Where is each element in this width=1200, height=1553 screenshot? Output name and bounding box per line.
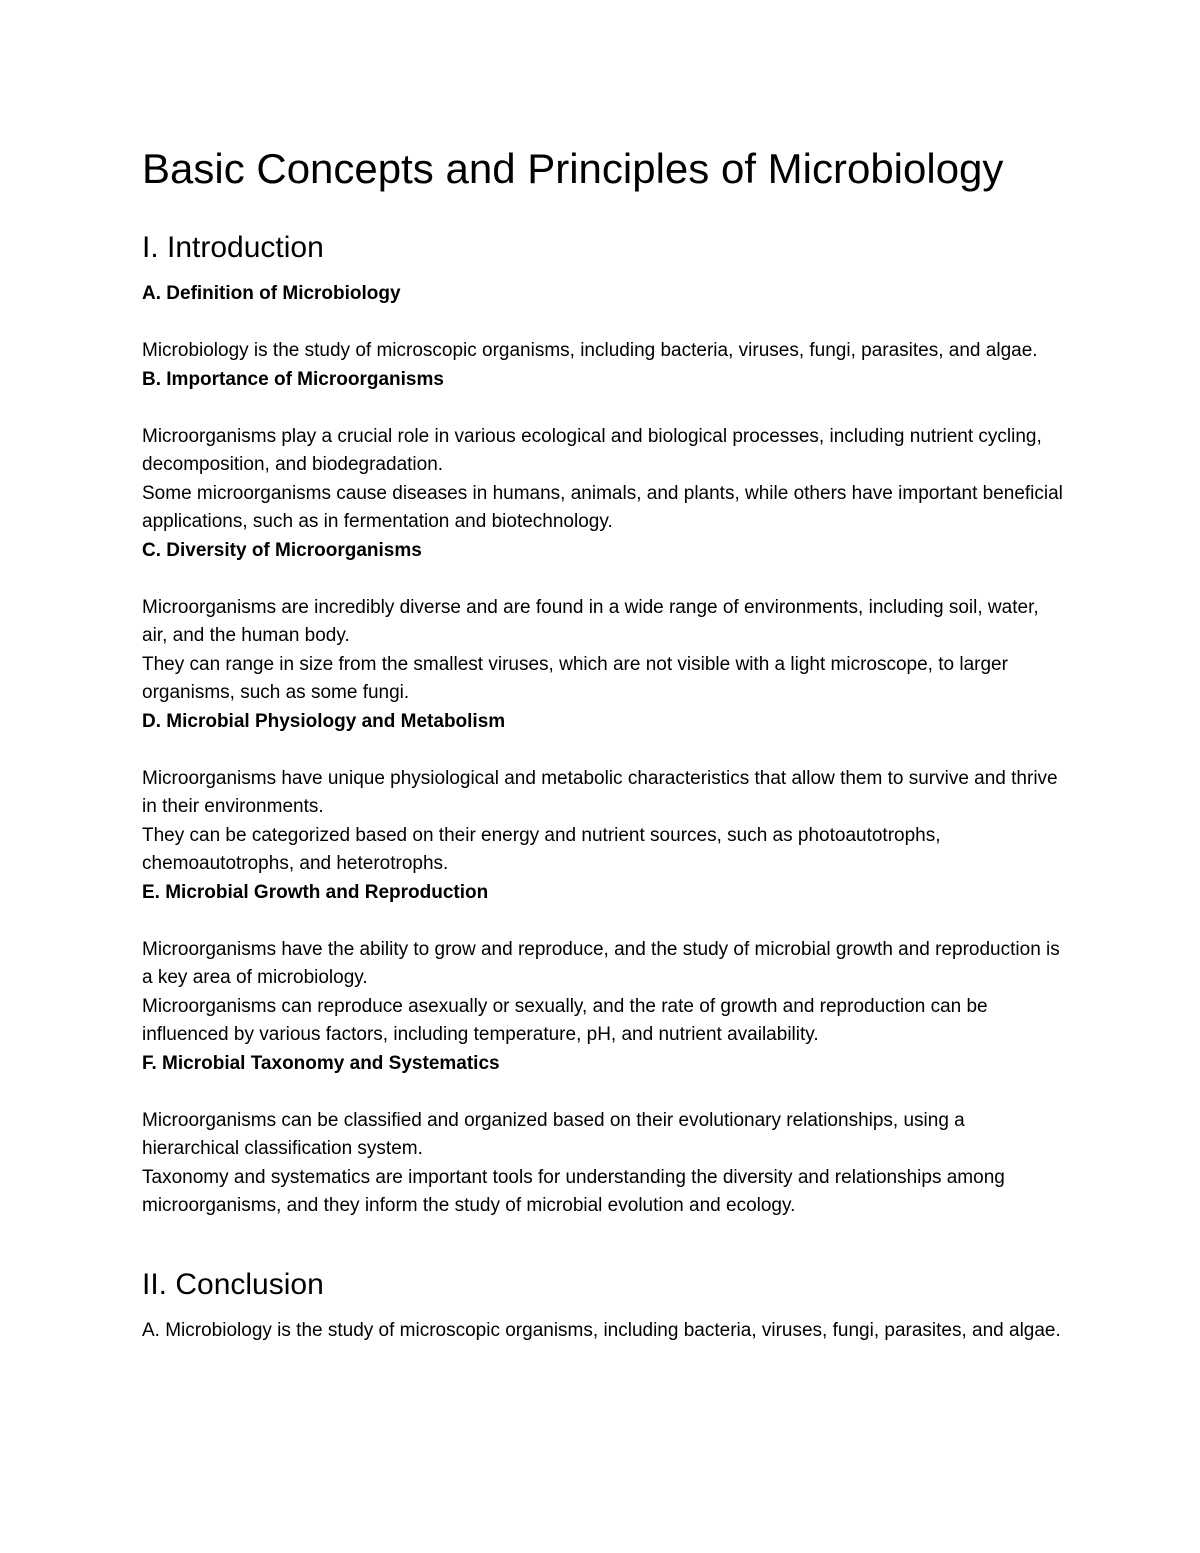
paragraph-physiology-1: Microorganisms have unique physiological and metabolic characteristics that allow them to survive and thrive in their environments. [142,767,1058,817]
subsection-heading-growth: E. Microbial Growth and Reproduction [142,881,489,903]
paragraph-diversity-1: Microorganisms are incredibly diverse and are found in a wide range of environments, including soil, water, air, and the human body. [142,596,1039,646]
section-heading-conclusion: II. Conclusion [142,1267,324,1301]
paragraph-growth-1: Microorganisms have the ability to grow and reproduce, and the study of microbial growth and reproduction is a key area of microbiology. [142,938,1060,988]
paragraph-diversity-2: They can range in size from the smallest viruses, which are not visible with a light microscope, to larger organisms, such as some fungi. [142,653,1008,703]
subsection-heading-physiology: D. Microbial Physiology and Metabolism [142,710,506,732]
document-body [142,140,1067,1345]
document-title: Basic Concepts and Principles of Microbiology [142,145,1004,192]
paragraph-conclusion-1: A. Microbiology is the study of microscopic organisms, including bacteria, viruses, fungi, parasites, and algae. [142,1319,1061,1341]
paragraph-physiology-2: They can be categorized based on their energy and nutrient sources, such as photoautotrophs, chemoautotrophs, and heterotrophs. [142,824,941,874]
paragraph-importance-1: Microorganisms play a crucial role in various ecological and biological processes, including nutrient cycling, decomposition, and biodegradation. [142,425,1042,475]
paragraph-taxonomy-2: Taxonomy and systematics are important tools for understanding the diversity and relationships among microorganisms, and they inform the study of microbial evolution and ecology. [142,1166,1005,1216]
paragraph-growth-2: Microorganisms can reproduce asexually or sexually, and the rate of growth and reproduction can be influenced by various factors, including temperature, pH, and nutrient availability. [142,995,988,1045]
paragraph-importance-2: Some microorganisms cause diseases in humans, animals, and plants, while others have important beneficial applications, such as in fermentation and biotechnology. [142,482,1063,532]
subsection-heading-taxonomy: F. Microbial Taxonomy and Systematics [142,1052,500,1074]
subsection-heading-definition: A. Definition of Microbiology [142,283,401,304]
subsection-heading-importance: B. Importance of Microorganisms [142,368,444,390]
paragraph-taxonomy-1: Microorganisms can be classified and organized based on their evolutionary relationships, using a hierarchical classification system. [142,1109,965,1159]
paragraph-definition-1: Microbiology is the study of microscopic organisms, including bacteria, viruses, fungi, parasites, and algae. [142,340,1038,361]
section-heading-introduction: I. Introduction [142,231,324,264]
subsection-heading-diversity: C. Diversity of Microorganisms [142,539,422,561]
